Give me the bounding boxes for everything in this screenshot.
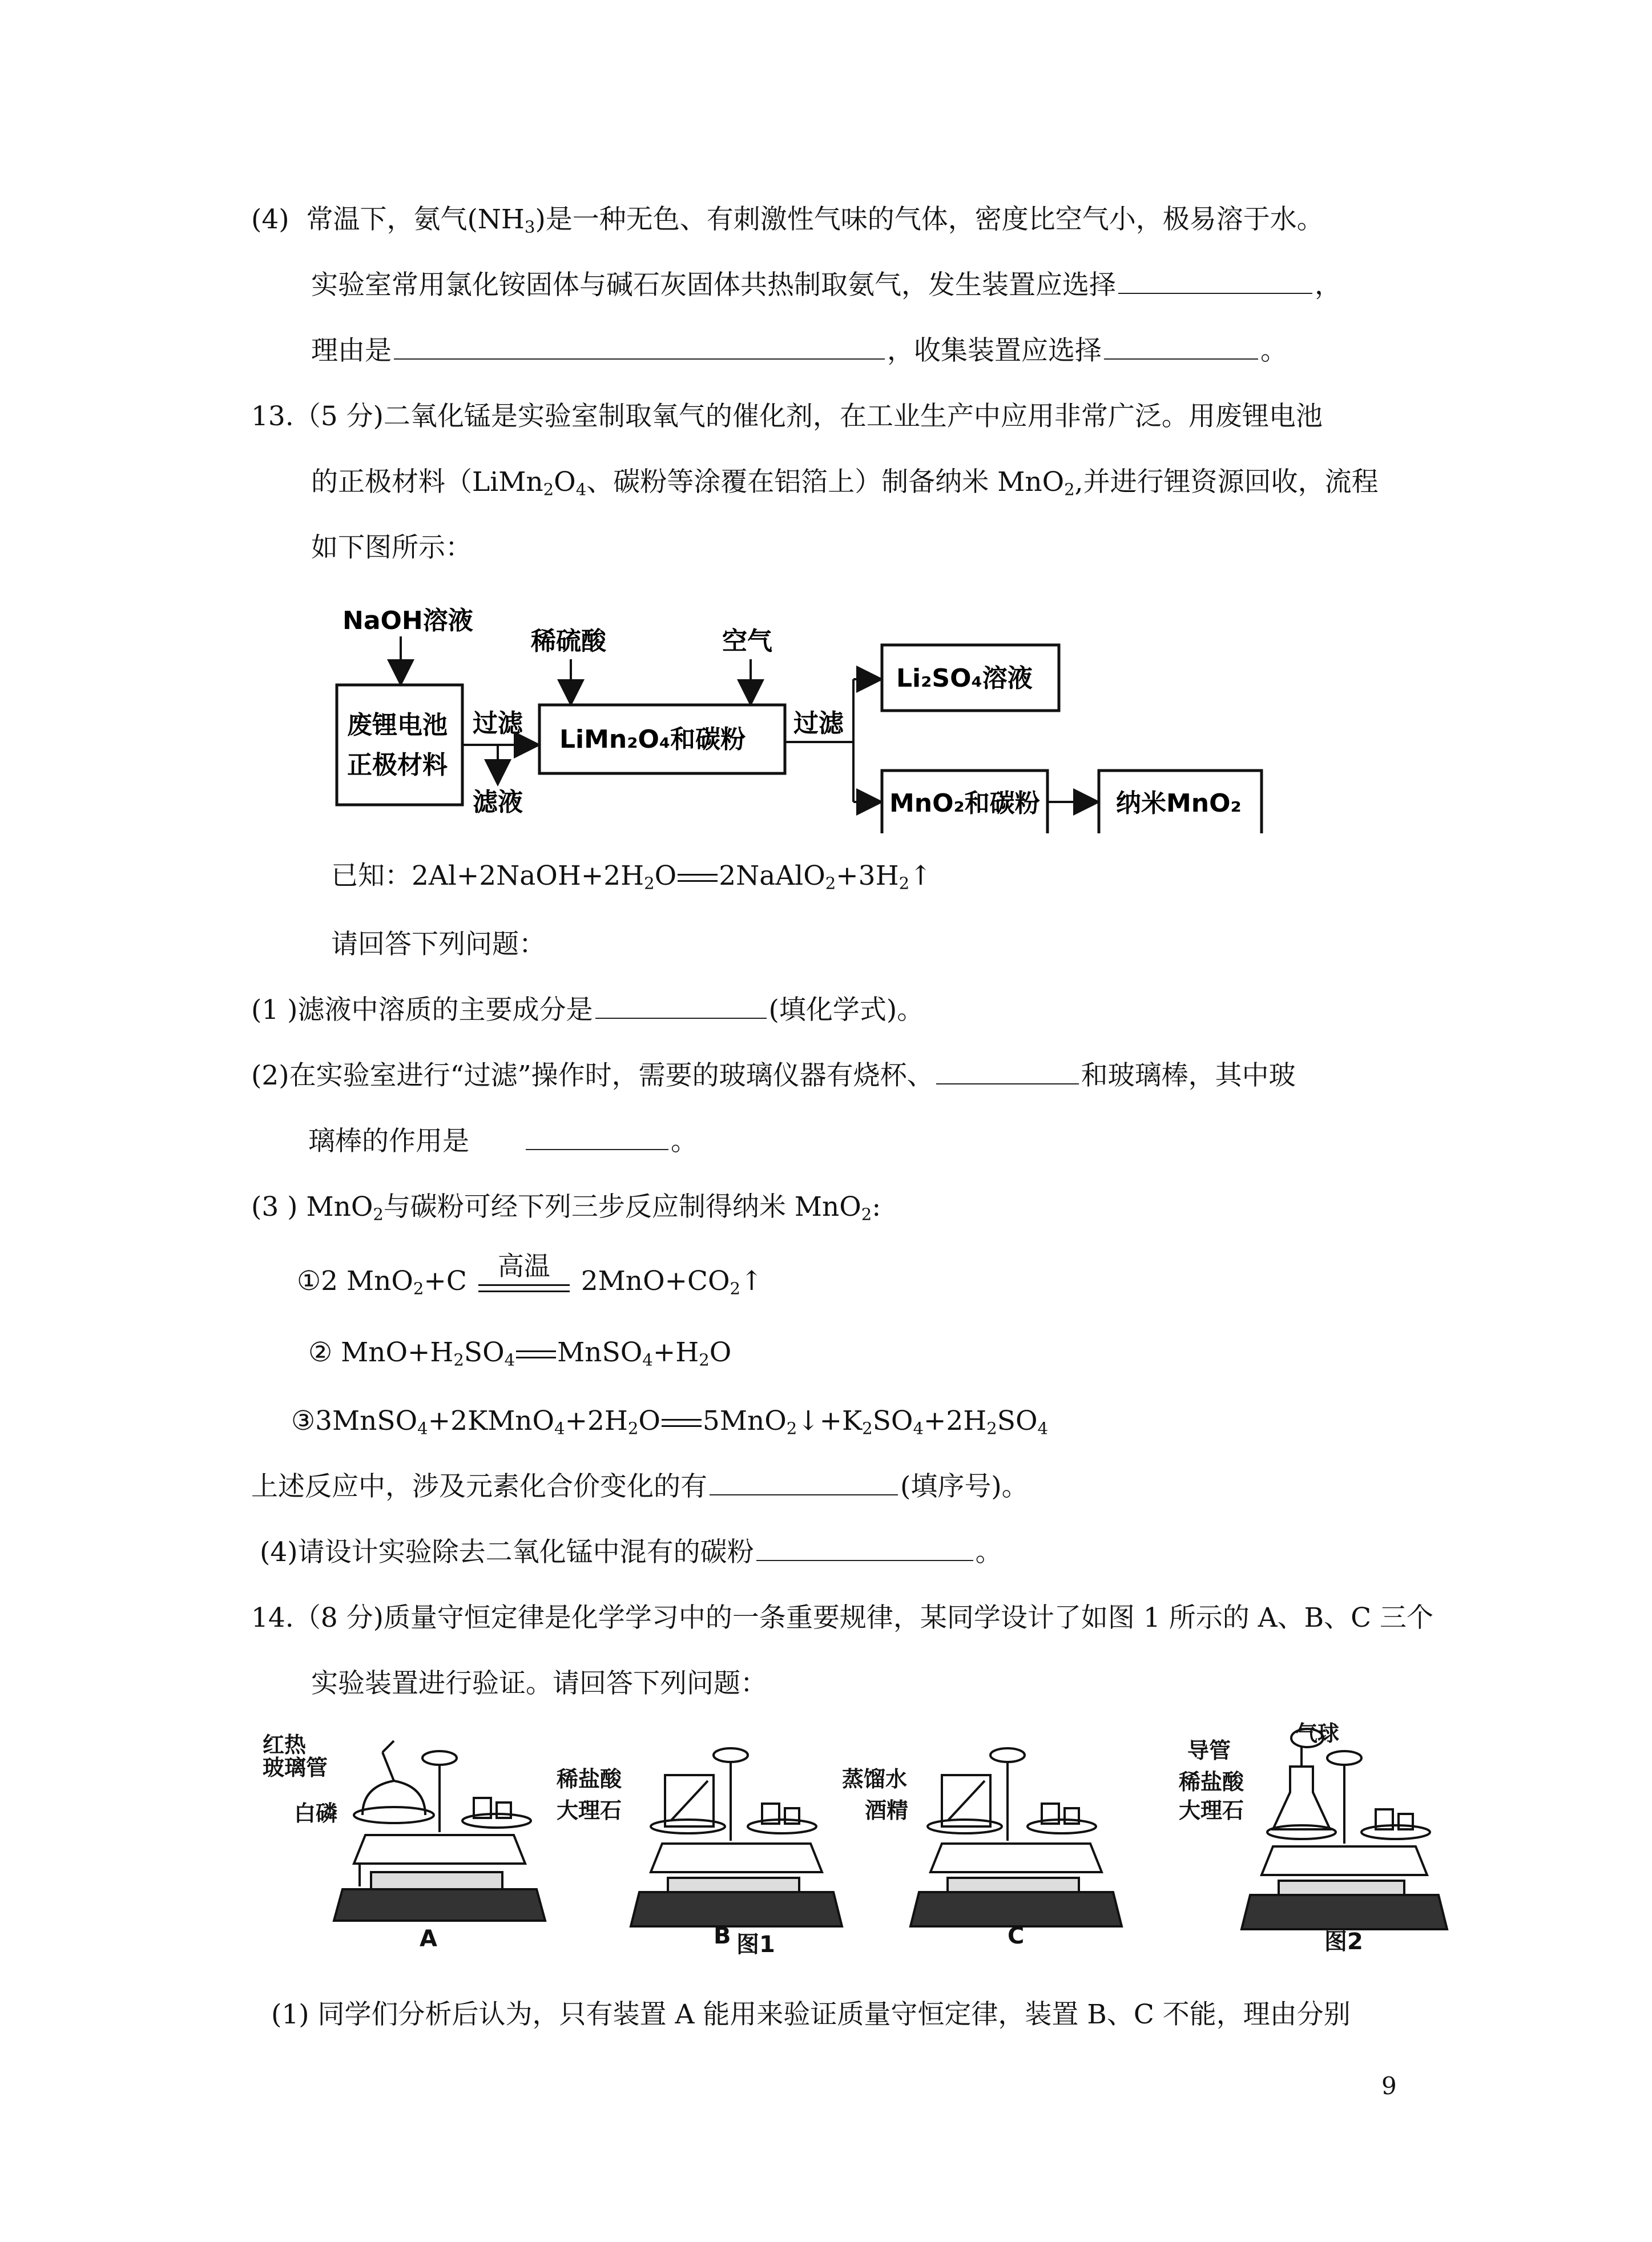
q14-line2: 实验装置进行验证。请回答下列问题： — [311, 1668, 767, 1699]
q13-part3-intro: (3 ) MnO$_2$与碳粉可经下列三步反应制得纳米 MnO$_2$: — [251, 1191, 881, 1224]
label-conduit: 导管 — [1187, 1738, 1231, 1763]
label-dilute-hcl-d: 稀盐酸 — [1179, 1769, 1244, 1795]
q13-known-equation: 已知：$2Al+2NaOH+2H_2O$ $2NaAlO_2+3H_2↑$ — [331, 860, 932, 893]
answer-blank-device[interactable] — [1118, 270, 1312, 294]
flow-label-naoh: NaOH溶液 — [343, 606, 473, 635]
flow-label-filter2: 过滤 — [793, 709, 844, 738]
flow-box5-text: 纳米MnO₂ — [1116, 789, 1242, 818]
label-alcohol: 酒精 — [865, 1798, 909, 1823]
q12-part4-line3: 理由是 ，收集装置应选择 。 — [311, 335, 1287, 366]
answer-blank-collect[interactable] — [1104, 336, 1258, 360]
caption-figure1: 图1 — [736, 1931, 775, 1958]
q13-line3: 如下图所示： — [311, 532, 472, 563]
q13-part2-line1: (2)在实验室进行“过滤”操作时，需要的玻璃仪器有烧杯、 和玻璃棒，其中玻 — [251, 1060, 1296, 1091]
q14-part1: (1) 同学们分析后认为，只有装置 A 能用来验证质量守恒定律，装置 B、C 不能，理由分别 — [271, 1999, 1351, 2030]
q13-part1: (1 )滤液中溶质的主要成分是 (填化学式)。 — [251, 994, 924, 1026]
q13-ask: 请回答下列问题： — [331, 929, 546, 960]
balance-fig2 — [1242, 1729, 1447, 1929]
q13-part4: (4)请设计实验除去二氧化锰中混有的碳粉 。 — [260, 1537, 1002, 1568]
label-red-hot-tube-1: 红热 — [263, 1732, 307, 1757]
reaction-2: ② $MnO+H_2SO_4$ $MnSO_4+H_2O$ — [308, 1337, 732, 1370]
balance-a — [334, 1741, 545, 1921]
reaction-3: $③3MnSO_4+2KMnO_4+2H_2O$ $5MnO_2↓+K_2SO_4+2H_2SO_4$ — [291, 1405, 1049, 1438]
label-balloon: 气球 — [1296, 1721, 1340, 1746]
balance-apparatus-figure — [263, 1718, 1450, 1958]
balance-b — [631, 1748, 842, 1926]
q13-line2: 的正极材料（$LiMn_2O_4$、碳粉等涂覆在铝箔上）制备纳米 MnO$_2$,并进行锂资源回收，流程 — [311, 466, 1379, 499]
label-marble-b: 大理石 — [557, 1798, 622, 1823]
process-flow-diagram — [320, 605, 1290, 833]
answer-blank-rod-function[interactable] — [526, 1126, 668, 1150]
label-dilute-hcl-b: 稀盐酸 — [557, 1767, 622, 1792]
label-distilled-water: 蒸馏水 — [842, 1767, 908, 1792]
q13-part2-line2: 璃棒的作用是 。 — [308, 1126, 698, 1157]
answer-blank-glassware[interactable] — [936, 1060, 1079, 1084]
reaction-1: ①2 MnO$_2$+C 高温 $2MnO+CO_2↑$ — [297, 1264, 763, 1300]
answer-blank-solute[interactable] — [595, 995, 767, 1019]
balance-c — [910, 1748, 1122, 1926]
caption-b: B — [714, 1923, 731, 1949]
flow-box2-text: LiMn₂O₄和碳粉 — [559, 725, 746, 754]
caption-a: A — [420, 1926, 437, 1952]
flow-label-filter1: 过滤 — [473, 709, 523, 738]
caption-figure2: 图2 — [1324, 1929, 1363, 1955]
flow-label-acid: 稀硫酸 — [531, 627, 606, 656]
answer-blank-remove-carbon[interactable] — [756, 1537, 973, 1561]
flow-box-battery-material — [337, 685, 462, 805]
flow-box4-text: MnO₂和碳粉 — [889, 789, 1040, 818]
answer-blank-reason[interactable] — [394, 336, 885, 360]
q14-heading: 14.（8 分)质量守恒定律是化学学习中的一条重要规律，某同学设计了如图 1 所示的 A、B、C 三个 — [251, 1602, 1434, 1634]
q12-part4-line1: (4) 常温下，氨气$(NH_3)$是一种无色、有刺激性气味的气体，密度比空气小，极易溶于水。 — [251, 204, 1324, 237]
flow-label-filtrate: 滤液 — [473, 788, 523, 817]
label-red-hot-tube-2: 玻璃管 — [263, 1755, 328, 1780]
flow-label-air: 空气 — [722, 627, 772, 656]
flow-box1-line1: 废锂电池 — [347, 711, 448, 740]
label-white-phosphorus: 白磷 — [294, 1801, 338, 1826]
flow-box3-text: Li₂SO₄溶液 — [896, 664, 1033, 693]
q13-heading: 13.（5 分)二氧化锰是实验室制取氧气的催化剂，在工业生产中应用非常广泛。用废锂电池 — [251, 401, 1323, 432]
q12-part4-line2: 实验室常用氯化铵固体与碱石灰固体共热制取氨气，发生装置应选择 ， — [311, 269, 1341, 301]
page-number: 9 — [1381, 2072, 1397, 2100]
flow-box1-line2: 正极材料 — [347, 751, 448, 780]
q13-part3-question: 上述反应中，涉及元素化合价变化的有 (填序号)。 — [251, 1471, 1029, 1502]
label-marble-d: 大理石 — [1179, 1798, 1244, 1823]
caption-c: C — [1008, 1923, 1025, 1949]
condition-high-temp: 高温 — [478, 1266, 570, 1300]
answer-blank-reactions[interactable] — [710, 1471, 898, 1495]
